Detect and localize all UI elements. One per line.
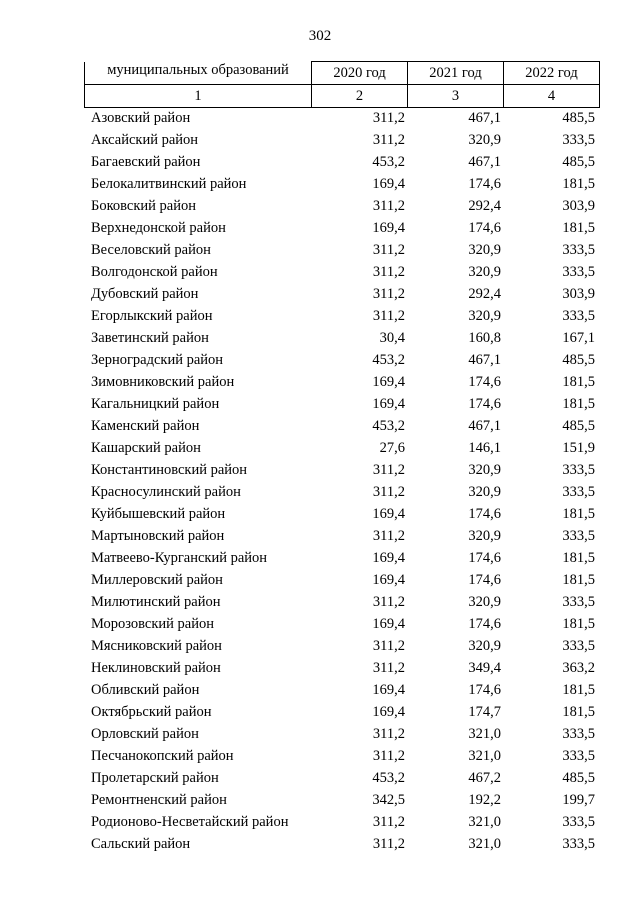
value-2020: 311,2 xyxy=(372,813,405,830)
district-name: Аксайский район xyxy=(91,131,199,148)
header-year-2020: 2020 год xyxy=(312,62,408,85)
value-2022: 181,5 xyxy=(562,549,595,566)
table-row xyxy=(84,635,600,657)
table-row xyxy=(84,459,600,481)
value-2022: 181,5 xyxy=(562,505,595,522)
value-2021: 467,2 xyxy=(468,769,501,786)
value-2021: 320,9 xyxy=(468,461,501,478)
value-2020: 311,2 xyxy=(372,725,405,742)
value-2022: 181,5 xyxy=(562,615,595,632)
value-2022: 333,5 xyxy=(562,637,595,654)
value-2022: 333,5 xyxy=(562,527,595,544)
value-2020: 169,4 xyxy=(372,505,405,522)
value-2021: 320,9 xyxy=(468,241,501,258)
value-2021: 174,6 xyxy=(468,681,501,698)
district-name: Дубовский район xyxy=(91,285,199,302)
value-2020: 311,2 xyxy=(372,307,405,324)
district-name: Октябрьский район xyxy=(91,703,212,720)
value-2022: 333,5 xyxy=(562,241,595,258)
value-2020: 169,4 xyxy=(372,703,405,720)
value-2020: 311,2 xyxy=(372,593,405,610)
district-name: Веселовский район xyxy=(91,241,211,258)
value-2022: 485,5 xyxy=(562,153,595,170)
value-2022: 333,5 xyxy=(562,131,595,148)
value-2021: 174,7 xyxy=(468,703,501,720)
table-row xyxy=(84,349,600,371)
value-2021: 321,0 xyxy=(468,835,501,852)
value-2021: 174,6 xyxy=(468,571,501,588)
district-name: Каменский район xyxy=(91,417,200,434)
value-2022: 333,5 xyxy=(562,263,595,280)
value-2020: 169,4 xyxy=(372,373,405,390)
district-name: Миллеровский район xyxy=(91,571,223,588)
district-name: Волгодонской район xyxy=(91,263,218,280)
header-year-2022: 2022 год xyxy=(503,62,599,85)
table-row xyxy=(84,723,600,745)
value-2022: 485,5 xyxy=(562,351,595,368)
table-row xyxy=(84,481,600,503)
value-2021: 320,9 xyxy=(468,483,501,500)
value-2021: 467,1 xyxy=(468,417,501,434)
value-2020: 311,2 xyxy=(372,527,405,544)
value-2020: 30,4 xyxy=(379,329,405,346)
value-2022: 181,5 xyxy=(562,175,595,192)
value-2021: 321,0 xyxy=(468,813,501,830)
table-row xyxy=(84,767,600,789)
district-name: Матвеево-Курганский район xyxy=(91,549,268,566)
value-2022: 333,5 xyxy=(562,483,595,500)
district-name: Орловский район xyxy=(91,725,199,742)
value-2020: 311,2 xyxy=(372,285,405,302)
value-2020: 453,2 xyxy=(372,769,405,786)
district-name: Мартыновский район xyxy=(91,527,225,544)
table-row xyxy=(84,327,600,349)
table-row xyxy=(84,745,600,767)
value-2022: 485,5 xyxy=(562,109,595,126)
value-2022: 167,1 xyxy=(562,329,595,346)
value-2021: 320,9 xyxy=(468,131,501,148)
table-row xyxy=(84,503,600,525)
district-name: Сальский район xyxy=(91,835,191,852)
table-header xyxy=(84,61,600,108)
value-2022: 303,9 xyxy=(562,285,595,302)
value-2021: 320,9 xyxy=(468,637,501,654)
district-name: Верхнедонской район xyxy=(91,219,226,236)
header-year-2021: 2021 год xyxy=(408,62,504,85)
value-2021: 320,9 xyxy=(468,263,501,280)
value-2022: 181,5 xyxy=(562,395,595,412)
value-2020: 311,2 xyxy=(372,747,405,764)
district-name: Азовский район xyxy=(91,109,191,126)
value-2020: 311,2 xyxy=(372,659,405,676)
value-2020: 169,4 xyxy=(372,681,405,698)
header-name-column: муниципальных образований xyxy=(85,62,312,85)
value-2020: 311,2 xyxy=(372,835,405,852)
table-row xyxy=(84,305,600,327)
district-name: Песчанокопский район xyxy=(91,747,234,764)
value-2021: 174,6 xyxy=(468,615,501,632)
value-2021: 192,2 xyxy=(468,791,501,808)
value-2021: 174,6 xyxy=(468,505,501,522)
district-name: Кашарский район xyxy=(91,439,201,456)
value-2021: 174,6 xyxy=(468,395,501,412)
value-2021: 160,8 xyxy=(468,329,501,346)
value-2022: 485,5 xyxy=(562,417,595,434)
district-name: Обливский район xyxy=(91,681,200,698)
table-row xyxy=(84,283,600,305)
value-2021: 320,9 xyxy=(468,307,501,324)
table-row xyxy=(84,591,600,613)
district-name: Мясниковский район xyxy=(91,637,222,654)
district-name: Кагальницкий район xyxy=(91,395,220,412)
value-2020: 311,2 xyxy=(372,197,405,214)
value-2022: 363,2 xyxy=(562,659,595,676)
value-2021: 467,1 xyxy=(468,109,501,126)
table-row xyxy=(84,833,600,855)
value-2020: 311,2 xyxy=(372,131,405,148)
value-2021: 320,9 xyxy=(468,593,501,610)
table-row xyxy=(84,811,600,833)
value-2022: 333,5 xyxy=(562,307,595,324)
district-name: Милютинский район xyxy=(91,593,221,610)
col-number-4: 4 xyxy=(503,85,599,108)
value-2020: 169,4 xyxy=(372,615,405,632)
value-2021: 174,6 xyxy=(468,549,501,566)
value-2020: 169,4 xyxy=(372,395,405,412)
value-2020: 453,2 xyxy=(372,153,405,170)
value-2022: 333,5 xyxy=(562,813,595,830)
district-name: Неклиновский район xyxy=(91,659,221,676)
value-2022: 333,5 xyxy=(562,835,595,852)
table-row xyxy=(84,217,600,239)
value-2022: 181,5 xyxy=(562,219,595,236)
value-2020: 453,2 xyxy=(372,351,405,368)
value-2020: 311,2 xyxy=(372,637,405,654)
district-name: Зимовниковский район xyxy=(91,373,235,390)
value-2020: 169,4 xyxy=(372,571,405,588)
table-row xyxy=(84,789,600,811)
value-2021: 321,0 xyxy=(468,747,501,764)
value-2021: 292,4 xyxy=(468,285,501,302)
district-name: Красносулинский район xyxy=(91,483,241,500)
table-row xyxy=(84,261,600,283)
value-2022: 333,5 xyxy=(562,747,595,764)
col-number-1: 1 xyxy=(85,85,312,108)
value-2021: 174,6 xyxy=(468,175,501,192)
value-2022: 181,5 xyxy=(562,703,595,720)
value-2020: 169,4 xyxy=(372,219,405,236)
table-row xyxy=(84,679,600,701)
table-row xyxy=(84,107,600,129)
value-2020: 169,4 xyxy=(372,549,405,566)
value-2022: 181,5 xyxy=(562,571,595,588)
district-name: Белокалитвинский район xyxy=(91,175,247,192)
value-2022: 333,5 xyxy=(562,593,595,610)
value-2020: 311,2 xyxy=(372,263,405,280)
col-number-3: 3 xyxy=(408,85,504,108)
value-2020: 311,2 xyxy=(372,109,405,126)
table-row xyxy=(84,437,600,459)
district-name: Багаевский район xyxy=(91,153,201,170)
district-name: Зерноградский район xyxy=(91,351,224,368)
table-row xyxy=(84,195,600,217)
value-2022: 199,7 xyxy=(562,791,595,808)
district-name: Куйбышевский район xyxy=(91,505,226,522)
district-name: Ремонтненский район xyxy=(91,791,227,808)
value-2020: 342,5 xyxy=(372,791,405,808)
table-row xyxy=(84,569,600,591)
col-number-2: 2 xyxy=(312,85,408,108)
value-2022: 181,5 xyxy=(562,681,595,698)
district-name: Морозовский район xyxy=(91,615,215,632)
value-2021: 292,4 xyxy=(468,197,501,214)
district-name: Заветинский район xyxy=(91,329,209,346)
table-row xyxy=(84,393,600,415)
value-2020: 169,4 xyxy=(372,175,405,192)
district-name: Боковский район xyxy=(91,197,196,214)
table-row xyxy=(84,701,600,723)
value-2022: 485,5 xyxy=(562,769,595,786)
table-row xyxy=(84,415,600,437)
value-2020: 311,2 xyxy=(372,241,405,258)
value-2021: 174,6 xyxy=(468,219,501,236)
table-row xyxy=(84,657,600,679)
table-row xyxy=(84,151,600,173)
district-name: Родионово-Несветайский район xyxy=(91,813,289,830)
district-name: Пролетарский район xyxy=(91,769,219,786)
value-2022: 333,5 xyxy=(562,725,595,742)
table-row xyxy=(84,525,600,547)
page-number: 302 xyxy=(308,28,332,44)
value-2022: 151,9 xyxy=(562,439,595,456)
value-2020: 27,6 xyxy=(379,439,405,456)
table-row xyxy=(84,547,600,569)
value-2021: 467,1 xyxy=(468,351,501,368)
value-2022: 333,5 xyxy=(562,461,595,478)
value-2020: 311,2 xyxy=(372,483,405,500)
value-2022: 181,5 xyxy=(562,373,595,390)
district-name: Егорлыкский район xyxy=(91,307,213,324)
value-2021: 174,6 xyxy=(468,373,501,390)
value-2021: 146,1 xyxy=(468,439,501,456)
value-2021: 320,9 xyxy=(468,527,501,544)
table-row xyxy=(84,173,600,195)
table-row xyxy=(84,613,600,635)
table-row xyxy=(84,371,600,393)
value-2020: 453,2 xyxy=(372,417,405,434)
value-2021: 321,0 xyxy=(468,725,501,742)
value-2020: 311,2 xyxy=(372,461,405,478)
value-2021: 349,4 xyxy=(468,659,501,676)
table-row xyxy=(84,239,600,261)
value-2021: 467,1 xyxy=(468,153,501,170)
table-body xyxy=(84,107,600,855)
value-2022: 303,9 xyxy=(562,197,595,214)
table-row xyxy=(84,129,600,151)
district-name: Константиновский район xyxy=(91,461,248,478)
